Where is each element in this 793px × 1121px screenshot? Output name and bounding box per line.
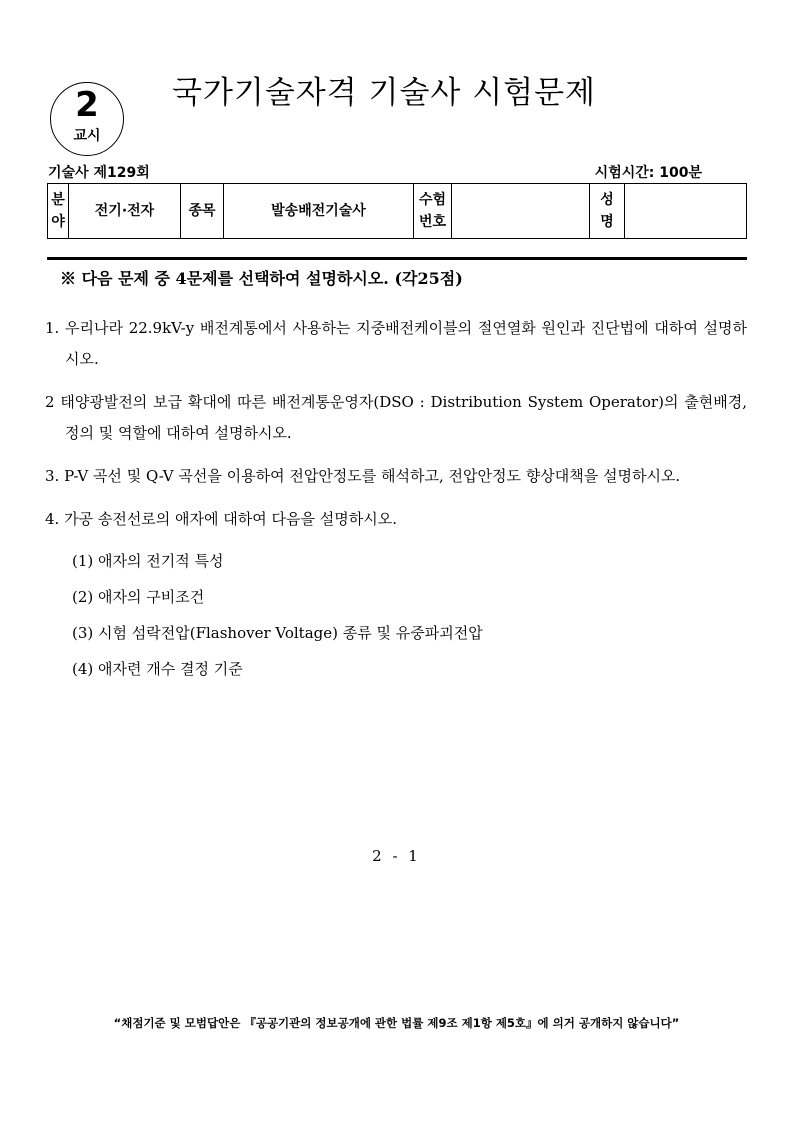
page-number: 2 - 1 — [372, 847, 421, 865]
exam-time-limit: 시험시간: 100분 — [594, 165, 702, 181]
footer-notice: “채점기준 및 모범답안은 『공공기관의 정보공개에 관한 법률 제9조 제1항 제5호』에 의거 공개하지 않습니다” — [113, 1016, 680, 1030]
question-item — [45, 313, 747, 375]
sub-question: (4) 애자련 개수 결정 기준 — [72, 660, 243, 678]
divider — [47, 257, 747, 260]
session-badge — [50, 82, 124, 156]
sub-question-list — [45, 543, 747, 687]
question-number: 1. — [45, 319, 60, 337]
field-label-line1: 분 — [51, 192, 65, 208]
question-number: 2 — [45, 393, 55, 411]
exam-no-label-cell — [414, 184, 452, 239]
item-value: 발송배전기술사 — [224, 184, 414, 239]
exam-info-row — [48, 163, 748, 183]
question-text: 가공 송전선로의 애자에 대하여 다음을 설명하시오. — [64, 510, 397, 528]
name-value[interactable] — [625, 184, 747, 239]
question-item — [45, 387, 747, 449]
question-list — [45, 313, 747, 687]
exam-no-label-line1: 수험 — [418, 192, 447, 208]
instruction: ※ 다음 문제 중 4문제를 선택하여 설명하시오. (각25점) — [60, 269, 463, 288]
question-text: 태양광발전의 보급 확대에 따른 배전계통운영자(DSO : Distribution System Operator)의 출현배경, 정의 및 역할에 대하여 설명하시오. — [60, 393, 747, 442]
field-label-line2: 야 — [51, 214, 65, 230]
field-label-cell — [48, 184, 69, 239]
field-value: 전기·전자 — [69, 184, 181, 239]
exam-info-table — [47, 183, 747, 239]
sub-question: (1) 애자의 전기적 특성 — [72, 552, 224, 570]
session-number: 2 — [75, 85, 99, 125]
page-title: 국가기술자격 기술사 시험문제 — [172, 75, 597, 111]
name-label-line1: 성 — [600, 192, 614, 208]
exam-round: 기술사 제129회 — [48, 165, 150, 181]
question-item — [45, 504, 747, 535]
session-label: 교시 — [73, 128, 101, 144]
question-text: P-V 곡선 및 Q-V 곡선을 이용하여 전압안정도를 해석하고, 전압안정도 향상대책을 설명하시오. — [64, 467, 681, 485]
question-text: 우리나라 22.9kV-y 배전계통에서 사용하는 지중배전케이블의 절연열화 원인과 진단법에 대하여 설명하시오. — [65, 319, 747, 368]
exam-no-value[interactable] — [452, 184, 590, 239]
sub-question: (2) 애자의 구비조건 — [72, 588, 205, 606]
question-item — [45, 461, 747, 492]
name-label-cell — [590, 184, 625, 239]
item-label: 종목 — [181, 184, 224, 239]
name-label-line2: 명 — [600, 214, 614, 230]
sub-question: (3) 시험 섬락전압(Flashover Voltage) 종류 및 유중파괴전압 — [72, 624, 483, 642]
exam-no-label-line2: 번호 — [418, 214, 447, 230]
question-number: 4. — [45, 510, 60, 528]
question-number: 3. — [45, 467, 60, 485]
